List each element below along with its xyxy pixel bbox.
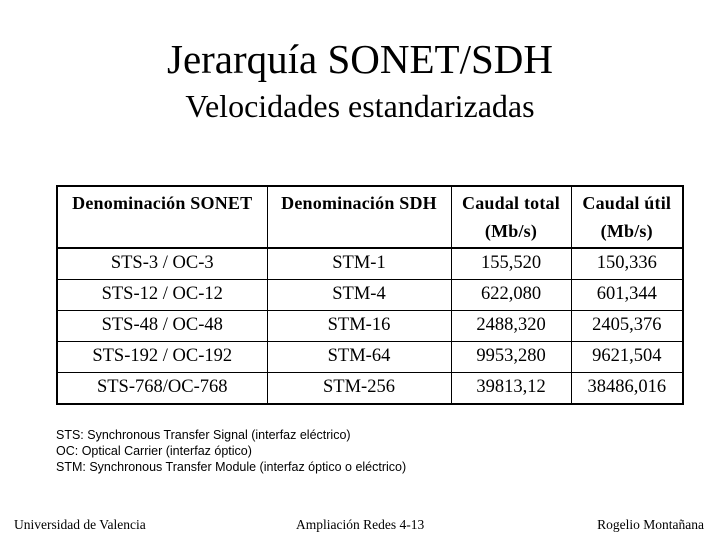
note-sts: STS: Synchronous Transfer Signal (interfaz eléctrico) [56, 428, 351, 442]
table-cell: STS-3 / OC-3 [57, 248, 267, 280]
table-cell: 155,520 [451, 248, 571, 280]
header-line: Caudal total [462, 193, 560, 213]
table-row [57, 311, 683, 342]
table-cell: STM-4 [267, 280, 451, 311]
table-cell: 2488,320 [451, 311, 571, 342]
table-row [57, 280, 683, 311]
sonet-sdh-rates-table [56, 185, 684, 405]
table-cell: 150,336 [571, 248, 683, 280]
table-row [57, 373, 683, 405]
footer-institution: Universidad de Valencia [14, 517, 146, 532]
header-line: Caudal útil [582, 193, 672, 213]
header-payload-rate [571, 186, 683, 248]
table-cell: STS-192 / OC-192 [57, 342, 267, 373]
footer-course: Ampliación Redes 4-13 [296, 517, 425, 532]
table-cell: 601,344 [571, 280, 683, 311]
table-row [57, 342, 683, 373]
header-sdh-name [267, 186, 451, 248]
note-stm: STM: Synchronous Transfer Module (interfaz óptico o eléctrico) [56, 460, 407, 474]
footer-author: Rogelio Montañana [597, 517, 704, 532]
table-cell: 38486,016 [571, 373, 683, 405]
header-total-rate [451, 186, 571, 248]
header-line: Denominación SDH [281, 193, 437, 213]
slide-title: Jerarquía SONET/SDH [166, 36, 554, 82]
table-cell: STM-64 [267, 342, 451, 373]
note-oc: OC: Optical Carrier (interfaz óptico) [56, 444, 252, 458]
table-row [57, 248, 683, 280]
slide-subtitle: Velocidades estandarizadas [185, 88, 535, 124]
table-cell: 39813,12 [451, 373, 571, 405]
header-line: (Mb/s) [484, 221, 538, 241]
header-line: Denominación SONET [72, 193, 253, 213]
table-cell: 9621,504 [571, 342, 683, 373]
table-cell: STM-16 [267, 311, 451, 342]
acronym-notes [56, 427, 406, 475]
table-cell: STM-1 [267, 248, 451, 280]
table-cell: 9953,280 [451, 342, 571, 373]
header-sonet-name [57, 186, 267, 248]
table-cell: 2405,376 [571, 311, 683, 342]
table-cell: 622,080 [451, 280, 571, 311]
table-cell: STS-768/OC-768 [57, 373, 267, 405]
table-cell: STM-256 [267, 373, 451, 405]
header-line: (Mb/s) [600, 221, 653, 241]
table-cell: STS-48 / OC-48 [57, 311, 267, 342]
table-cell: STS-12 / OC-12 [57, 280, 267, 311]
table-header-row [57, 186, 683, 248]
